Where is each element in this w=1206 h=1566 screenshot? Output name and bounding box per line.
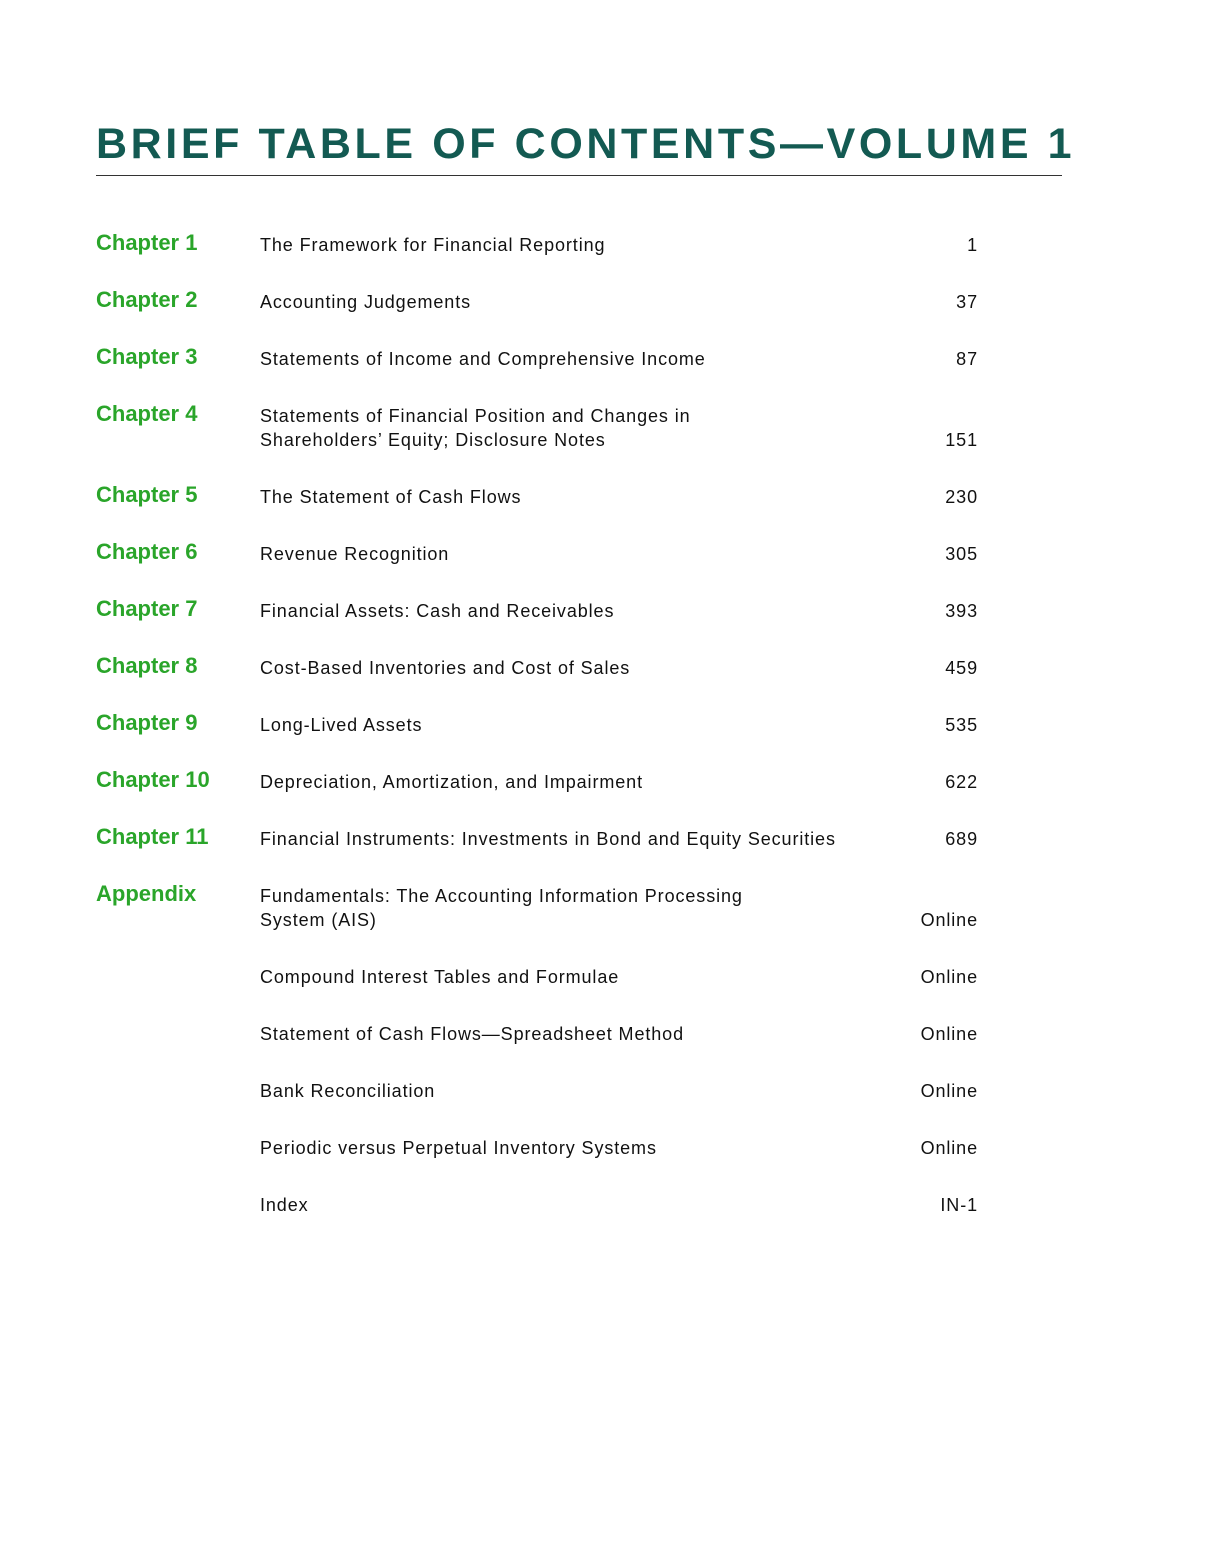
entry-title: [260, 482, 890, 509]
chapter-label: [96, 1133, 260, 1134]
entry-title-line: Financial Assets: Cash and Receivables: [260, 601, 615, 621]
entry-title-line: Statement of Cash Flows—Spreadsheet Method: [260, 1024, 684, 1044]
entry-title: [260, 767, 890, 794]
entry-title-line: Financial Instruments: Investments in Bond and Equity Securities: [260, 829, 836, 849]
entry-title: [260, 344, 890, 371]
entry-title: [260, 1076, 890, 1103]
entry-title-line: Cost-Based Inventories and Cost of Sales: [260, 658, 631, 678]
page-number: 622: [945, 772, 978, 792]
page-number: Online: [920, 1081, 978, 1101]
entry-title: [260, 1019, 890, 1046]
entry-title-line: The Statement of Cash Flows: [260, 487, 522, 507]
chapter-label: Chapter 9: [96, 710, 198, 735]
entry-title-line: The Framework for Financial Reporting: [260, 235, 606, 255]
entry-title: [260, 287, 890, 314]
page-number: Online: [920, 1138, 978, 1158]
chapter-label: [96, 1076, 260, 1077]
page-number: 87: [956, 349, 978, 369]
page-number: Online: [920, 1024, 978, 1044]
entry-title: [260, 962, 890, 989]
page-number: 305: [945, 544, 978, 564]
chapter-label: [96, 1019, 260, 1020]
page-title: BRIEF TABLE OF CONTENTS—VOLUME 1: [96, 120, 1076, 168]
chapter-label: Chapter 2: [96, 287, 198, 312]
title-divider: [96, 175, 1062, 176]
table-of-contents: [96, 230, 996, 1247]
toc-entry: [96, 401, 996, 452]
toc-entry: [96, 230, 996, 257]
entry-title-line: Bank Reconciliation: [260, 1081, 436, 1101]
chapter-label: Chapter 1: [96, 230, 198, 255]
page-number: 151: [945, 430, 978, 450]
page-number: 535: [945, 715, 978, 735]
chapter-label: [96, 962, 260, 963]
chapter-label: Chapter 11: [96, 824, 209, 849]
toc-entry: [96, 824, 996, 851]
toc-entry: [96, 1133, 996, 1160]
entry-title-line: Revenue Recognition: [260, 544, 450, 564]
entry-title-line: Long-Lived Assets: [260, 715, 423, 735]
entry-title-line: Depreciation, Amortization, and Impairment: [260, 772, 643, 792]
entry-title: [260, 596, 890, 623]
chapter-label: Appendix: [96, 881, 197, 906]
toc-entry: [96, 287, 996, 314]
entry-title-line: Statements of Financial Position and Changes in: [260, 406, 691, 426]
entry-title-line: Periodic versus Perpetual Inventory Systems: [260, 1138, 657, 1158]
entry-title: [260, 824, 890, 851]
entry-title-line: Compound Interest Tables and Formulae: [260, 967, 620, 987]
entry-title: [260, 401, 890, 452]
entry-title: [260, 230, 890, 257]
toc-entry: [96, 1019, 996, 1046]
entry-title-line: Fundamentals: The Accounting Information Processing: [260, 886, 743, 906]
chapter-label: Chapter 6: [96, 539, 198, 564]
toc-entry: [96, 539, 996, 566]
toc-entry: [96, 1190, 996, 1217]
chapter-label: Chapter 5: [96, 482, 198, 507]
chapter-label: [96, 1190, 260, 1191]
entry-title: [260, 881, 890, 932]
toc-entry: [96, 962, 996, 989]
toc-entry: [96, 344, 996, 371]
toc-entry: [96, 710, 996, 737]
toc-entry: [96, 881, 996, 932]
entry-title: [260, 710, 890, 737]
toc-entry: [96, 596, 996, 623]
entry-title-line: Statements of Income and Comprehensive Income: [260, 349, 706, 369]
entry-title-line: System (AIS): [260, 910, 377, 930]
page-number: IN-1: [940, 1195, 978, 1215]
toc-entry: [96, 1076, 996, 1103]
entry-title: [260, 1133, 890, 1160]
page-number: 1: [967, 235, 978, 255]
entry-title: [260, 653, 890, 680]
page-number: 689: [945, 829, 978, 849]
entry-title: [260, 539, 890, 566]
page-number: 393: [945, 601, 978, 621]
page-number: Online: [920, 967, 978, 987]
toc-entry: [96, 653, 996, 680]
chapter-label: Chapter 4: [96, 401, 198, 426]
chapter-label: Chapter 8: [96, 653, 198, 678]
page-number: 459: [945, 658, 978, 678]
chapter-label: Chapter 7: [96, 596, 198, 621]
chapter-label: Chapter 3: [96, 344, 198, 369]
entry-title-line: Accounting Judgements: [260, 292, 472, 312]
page-number: 37: [956, 292, 978, 312]
page-number: Online: [920, 910, 978, 930]
entry-title-line: Shareholders’ Equity; Disclosure Notes: [260, 430, 606, 450]
entry-title-line: Index: [260, 1195, 309, 1215]
chapter-label: Chapter 10: [96, 767, 210, 792]
toc-entry: [96, 767, 996, 794]
entry-title: [260, 1190, 890, 1217]
toc-entry: [96, 482, 996, 509]
page-number: 230: [945, 487, 978, 507]
